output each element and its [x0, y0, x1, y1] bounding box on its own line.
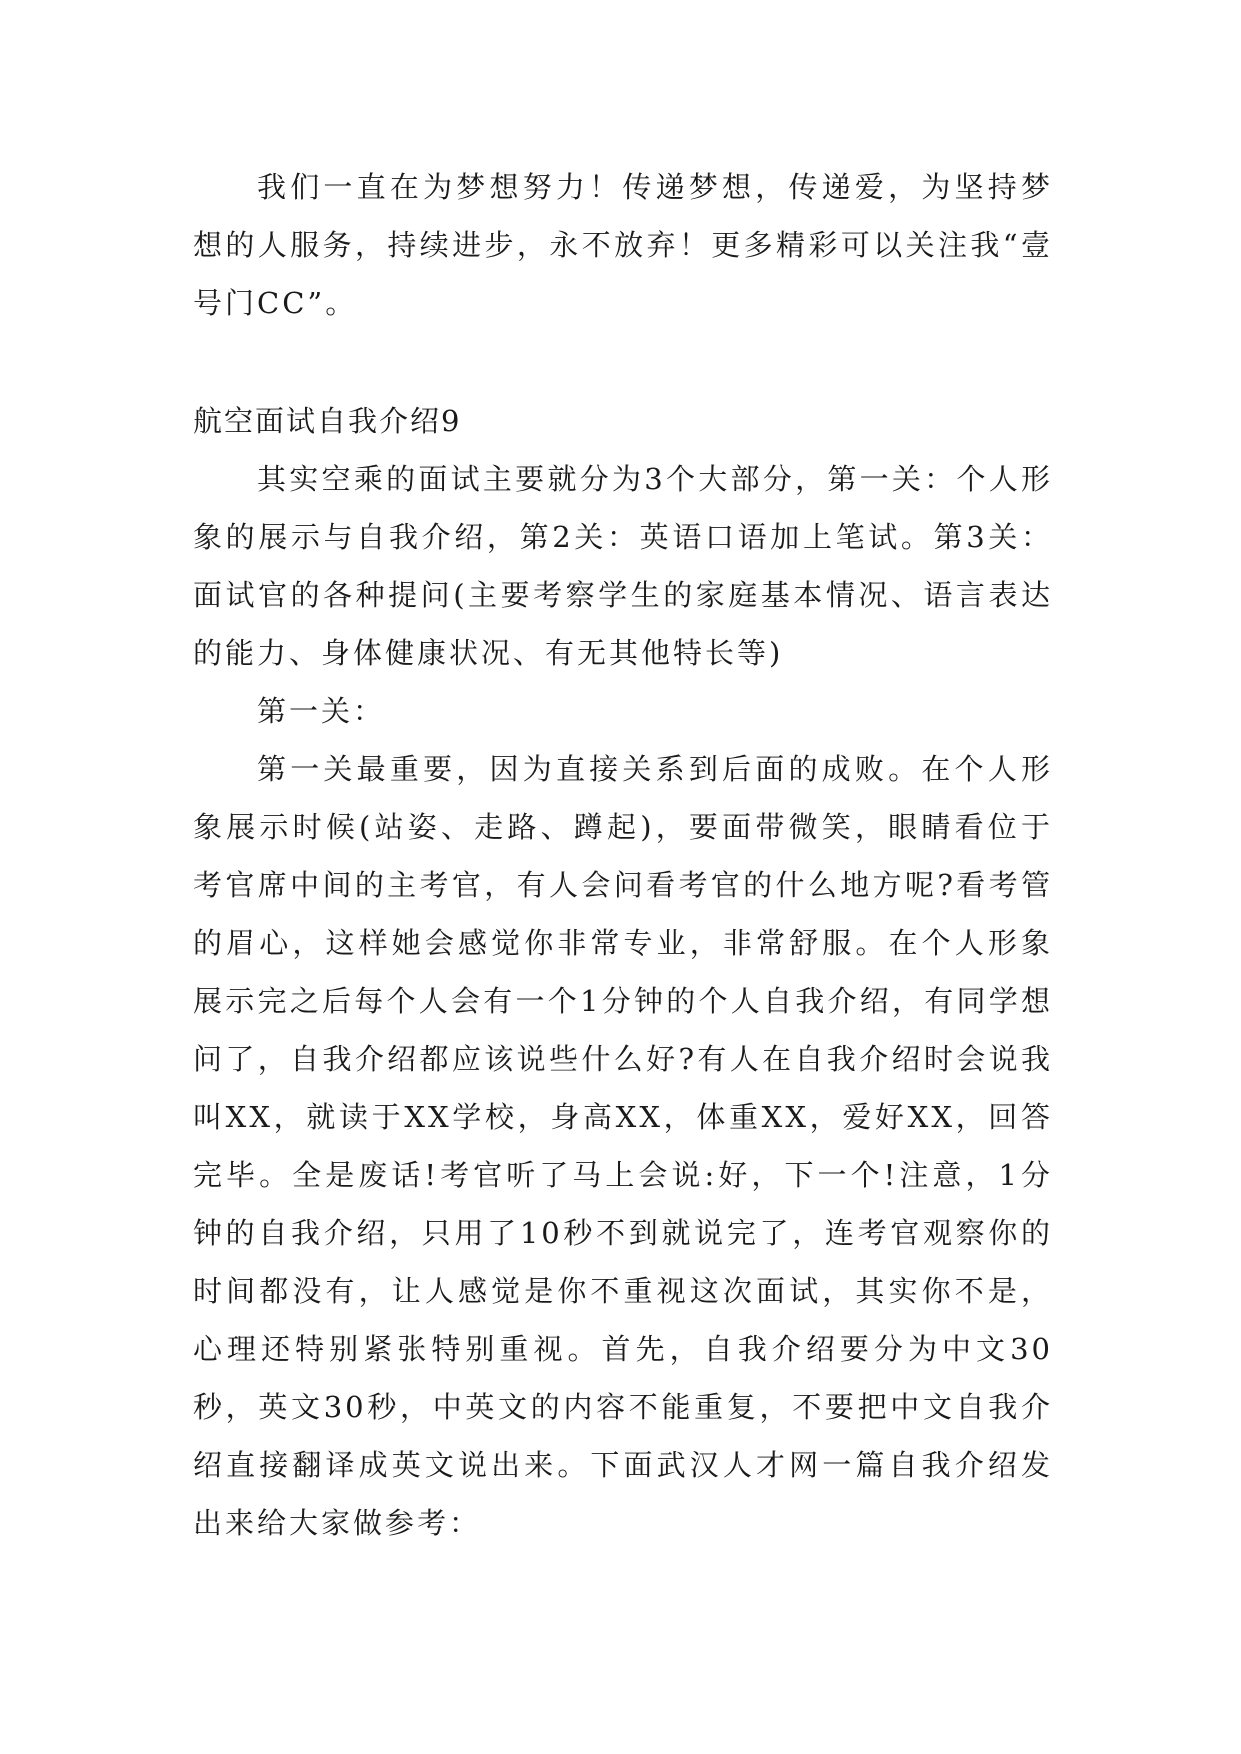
paragraph-stage-one-details: 第一关最重要，因为直接关系到后面的成败。在个人形象展示时候(站姿、走路、蹲起)，要面带微笑，眼睛看位于考官席中间的主考官，有人会问看考官的什么地方呢?看考管的眉心，这样她会感觉你非常专业，非常舒服。在个人形象展示完之后每个人会有一个1分钟的个人自我介绍，有同学想问了，自我介绍都应该说些什么好?有人在自我介绍时会说我叫XX，就读于XX学校，身高XX，体重XX，爱好XX，回答完毕。全是废话!考官听了马上会说:好，下一个!注意，1分钟的自我介绍，只用了10秒不到就说完了，连考官观察你的时间都没有，让人感觉是你不重视这次面试，其实你不是，心理还特别紧张特别重视。首先，自我介绍要分为中文30秒，英文30秒，中英文的内容不能重复，不要把中文自我介绍直接翻译成英文说出来。下面武汉人才网一篇自我介绍发出来给大家做参考：: [193, 752, 1053, 1540]
paragraph-stage-one-heading: 第一关：: [257, 694, 386, 728]
intro-paragraph: 我们一直在为梦想努力！传递梦想，传递爱，为坚持梦想的人服务，持续进步，永不放弃！更多精彩可以关注我“壹号门CC”。: [193, 170, 1053, 320]
section-title: 航空面试自我介绍9: [193, 404, 462, 438]
paragraph-stages-overview: 其实空乘的面试主要就分为3个大部分，第一关：个人形象的展示与自我介绍，第2关：英语口语加上笔试。第3关：面试官的各种提问(主要考察学生的家庭基本情况、语言表达的能力、身体健康状况、有无其他特长等): [193, 462, 1053, 670]
document-body: [193, 158, 1053, 1552]
